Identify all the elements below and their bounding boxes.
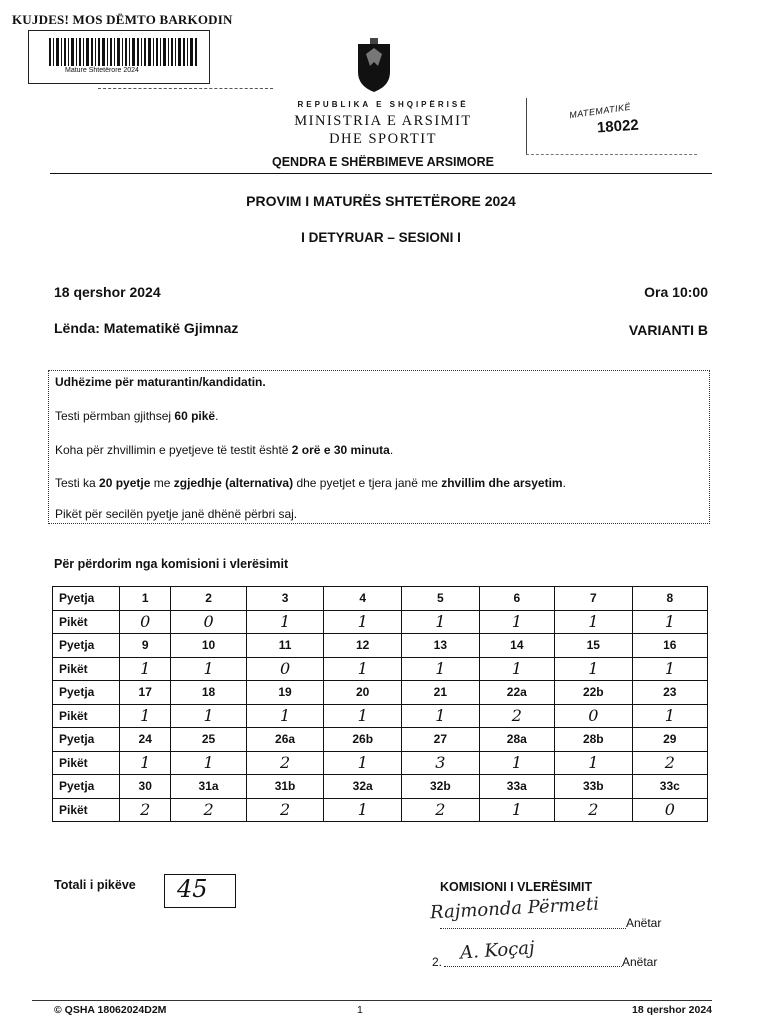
points-cell: 2 xyxy=(402,798,480,822)
footer-date: 18 qershor 2024 xyxy=(632,1004,712,1016)
question-cell: 19 xyxy=(246,681,324,705)
question-cell: 20 xyxy=(324,681,402,705)
barcode-caption: Mature Shtetërore 2024 xyxy=(65,67,139,74)
table-row xyxy=(53,610,708,634)
points-cell: 1 xyxy=(246,704,324,728)
footer-rule xyxy=(32,1000,712,1001)
question-cell: 6 xyxy=(479,587,554,611)
barcode-sticker xyxy=(28,30,210,84)
points-cell: 1 xyxy=(402,610,480,634)
points-cell: 1 xyxy=(324,610,402,634)
question-cell: 18 xyxy=(171,681,246,705)
question-cell: 13 xyxy=(402,634,480,658)
points-cell: 1 xyxy=(246,610,324,634)
signature-1: Rajmonda Përmeti xyxy=(429,893,600,924)
member-number-2: 2. xyxy=(432,955,443,969)
row-label-question: Pyetja xyxy=(53,775,120,799)
table-row xyxy=(53,681,708,705)
table-row xyxy=(53,751,708,775)
points-cell: 1 xyxy=(324,704,402,728)
question-cell: 9 xyxy=(120,634,171,658)
points-cell: 1 xyxy=(479,751,554,775)
question-cell: 28b xyxy=(554,728,632,752)
points-cell: 2 xyxy=(479,704,554,728)
footer-code: © QSHA 18062024D2M xyxy=(54,1004,167,1016)
barcode-warning: KUJDES! MOS DËMTO BARKODIN xyxy=(12,12,233,27)
points-cell: 1 xyxy=(324,798,402,822)
points-cell: 1 xyxy=(120,704,171,728)
table-row xyxy=(53,657,708,681)
total-label: Totali i pikëve xyxy=(54,878,136,892)
row-label-points: Pikët xyxy=(53,751,120,775)
instructions-box xyxy=(48,370,710,524)
question-cell: 11 xyxy=(246,634,324,658)
points-cell: 2 xyxy=(246,798,324,822)
exam-subtitle: I DETYRUAR – SESIONI I xyxy=(301,230,461,245)
question-cell: 26b xyxy=(324,728,402,752)
points-cell: 3 xyxy=(402,751,480,775)
points-cell: 2 xyxy=(554,798,632,822)
points-cell: 2 xyxy=(246,751,324,775)
points-cell: 0 xyxy=(554,704,632,728)
exam-subject: Lënda: Matematikë Gjimnaz xyxy=(54,320,239,336)
question-cell: 21 xyxy=(402,681,480,705)
signature-2: A. Koçaj xyxy=(459,937,536,964)
question-cell: 26a xyxy=(246,728,324,752)
row-label-question: Pyetja xyxy=(53,587,120,611)
points-cell: 1 xyxy=(554,751,632,775)
header-rule xyxy=(50,173,712,174)
question-cell: 30 xyxy=(120,775,171,799)
question-cell: 3 xyxy=(246,587,324,611)
question-cell: 17 xyxy=(120,681,171,705)
question-cell: 4 xyxy=(324,587,402,611)
points-cell: 1 xyxy=(554,610,632,634)
question-cell: 10 xyxy=(171,634,246,658)
points-cell: 1 xyxy=(171,657,246,681)
signature-line-1 xyxy=(440,928,626,929)
question-cell: 8 xyxy=(632,587,707,611)
ministry-name xyxy=(250,112,516,148)
instruction-points: Testi përmban gjithsej 60 pikë. xyxy=(55,409,219,423)
points-cell: 1 xyxy=(324,657,402,681)
signature-line-2 xyxy=(444,966,622,967)
question-cell: 23 xyxy=(632,681,707,705)
subject-stamp xyxy=(526,98,697,155)
question-cell: 12 xyxy=(324,634,402,658)
points-cell: 2 xyxy=(120,798,171,822)
points-cell: 0 xyxy=(171,610,246,634)
instruction-duration: Koha për zhvillimin e pyetjeve të testit është 2 orë e 30 minuta. xyxy=(55,443,394,457)
table-row xyxy=(53,798,708,822)
points-cell: 0 xyxy=(120,610,171,634)
points-cell: 2 xyxy=(171,798,246,822)
points-cell: 1 xyxy=(479,798,554,822)
stamp-subject: MATEMATIKË xyxy=(568,101,632,121)
table-row xyxy=(53,704,708,728)
exam-time: Ora 10:00 xyxy=(644,284,708,300)
row-label-points: Pikët xyxy=(53,610,120,634)
ministry-line-1: MINISTRIA E ARSIMIT xyxy=(294,113,472,129)
question-cell: 22b xyxy=(554,681,632,705)
points-cell: 1 xyxy=(632,610,707,634)
points-cell: 1 xyxy=(479,657,554,681)
points-cell: 1 xyxy=(479,610,554,634)
points-cell: 1 xyxy=(402,657,480,681)
question-cell: 27 xyxy=(402,728,480,752)
total-value: 45 xyxy=(177,875,208,903)
points-cell: 0 xyxy=(246,657,324,681)
row-label-question: Pyetja xyxy=(53,634,120,658)
member-label-1: Anëtar xyxy=(626,916,662,930)
points-cell: 1 xyxy=(402,704,480,728)
committee-title: KOMISIONI I VLERËSIMIT xyxy=(440,880,593,894)
question-cell: 33a xyxy=(479,775,554,799)
question-cell: 7 xyxy=(554,587,632,611)
points-cell: 1 xyxy=(554,657,632,681)
table-row xyxy=(53,634,708,658)
instructions-heading: Udhëzime për maturantin/kandidatin. xyxy=(55,375,266,389)
total-box xyxy=(164,874,236,908)
commission-heading: Për përdorim nga komisioni i vlerësimit xyxy=(54,557,289,571)
exam-variant: VARIANTI B xyxy=(628,322,708,338)
points-cell: 1 xyxy=(632,657,707,681)
exam-date: 18 qershor 2024 xyxy=(54,284,161,300)
question-cell: 33b xyxy=(554,775,632,799)
points-cell: 1 xyxy=(171,704,246,728)
question-cell: 22a xyxy=(479,681,554,705)
question-cell: 28a xyxy=(479,728,554,752)
points-cell: 0 xyxy=(632,798,707,822)
page-number: 1 xyxy=(357,1004,363,1016)
member-label-2: Anëtar xyxy=(622,955,658,969)
question-cell: 2 xyxy=(171,587,246,611)
points-cell: 1 xyxy=(120,751,171,775)
barcode-icon xyxy=(49,38,199,66)
score-table xyxy=(52,586,708,822)
question-cell: 31b xyxy=(246,775,324,799)
question-cell: 15 xyxy=(554,634,632,658)
question-cell: 31a xyxy=(171,775,246,799)
table-row xyxy=(53,587,708,611)
question-cell: 16 xyxy=(632,634,707,658)
row-label-points: Pikët xyxy=(53,798,120,822)
row-label-question: Pyetja xyxy=(53,728,120,752)
row-label-points: Pikët xyxy=(53,704,120,728)
republic-name: REPUBLIKA E SHQIPËRISË xyxy=(297,100,469,109)
center-name: QENDRA E SHËRBIMEVE ARSIMORE xyxy=(271,155,494,169)
points-cell: 1 xyxy=(171,751,246,775)
stamp-code: 18022 xyxy=(596,116,640,137)
question-cell: 33c xyxy=(632,775,707,799)
row-label-points: Pikët xyxy=(53,657,120,681)
question-cell: 1 xyxy=(120,587,171,611)
question-cell: 5 xyxy=(402,587,480,611)
table-row xyxy=(53,775,708,799)
question-cell: 32b xyxy=(402,775,480,799)
points-cell: 2 xyxy=(632,751,707,775)
question-cell: 24 xyxy=(120,728,171,752)
question-cell: 29 xyxy=(632,728,707,752)
table-row xyxy=(53,728,708,752)
instruction-question-types: Testi ka 20 pyetje me zgjedhje (alternativa) dhe pyetjet e tjera janë me zhvillim dhe arsyetim. xyxy=(55,476,566,490)
row-label-question: Pyetja xyxy=(53,681,120,705)
question-cell: 14 xyxy=(479,634,554,658)
ministry-line-2: DHE SPORTIT xyxy=(329,131,437,147)
question-cell: 32a xyxy=(324,775,402,799)
divider xyxy=(98,88,273,89)
coat-of-arms-icon xyxy=(356,38,392,94)
instruction-scoring: Pikët për secilën pyetje janë dhënë përbri saj. xyxy=(55,507,298,521)
points-cell: 1 xyxy=(120,657,171,681)
exam-title: PROVIM I MATURËS SHTETËRORE 2024 xyxy=(246,193,516,209)
question-cell: 25 xyxy=(171,728,246,752)
points-cell: 1 xyxy=(324,751,402,775)
points-cell: 1 xyxy=(632,704,707,728)
